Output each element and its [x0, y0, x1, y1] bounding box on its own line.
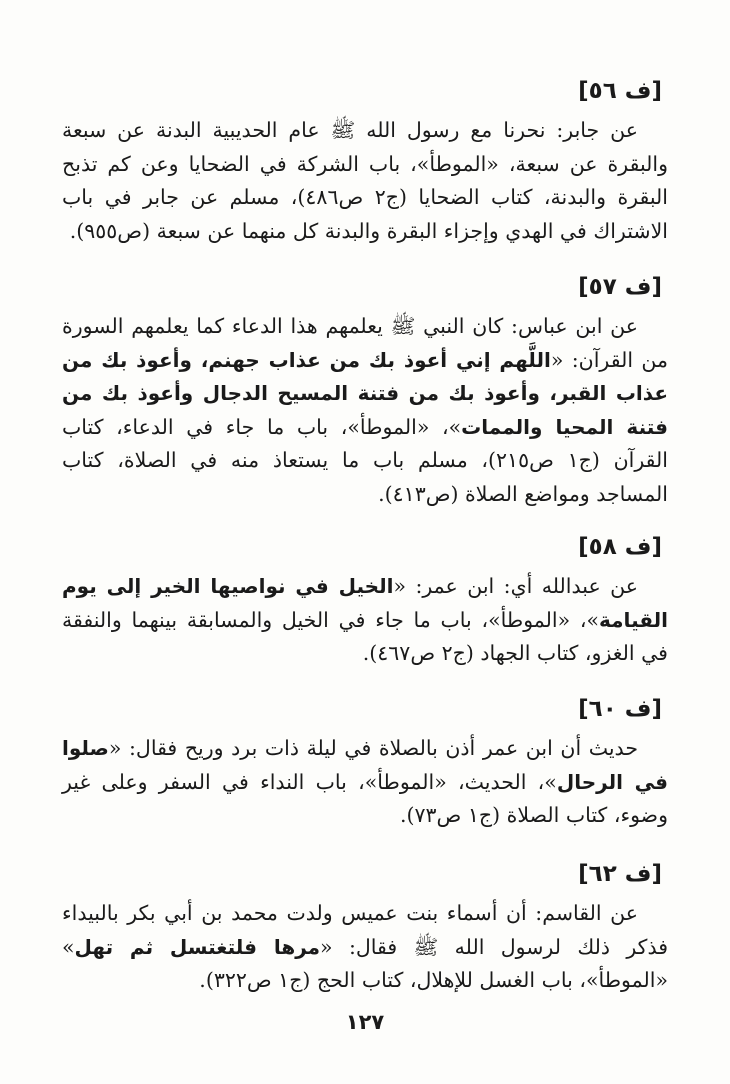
section-paragraph: [62, 310, 668, 511]
paragraph-text-before: عن ابن عباس: كان النبي ﷺ يعلمهم هذا الدعاء كما يعلمهم السورة من القرآن: «: [62, 314, 668, 372]
section-f56: [62, 74, 668, 248]
paragraph-text-before: عن عبدالله أي: ابن عمر: «: [393, 574, 638, 598]
paragraph-text-before: عن القاسم: أن أسماء بنت عميس ولدت محمد بن أبي بكر بالبيداء فذكر ذلك لرسول الله ﷺ فقال: «: [62, 901, 669, 959]
section-paragraph: [62, 732, 668, 833]
section-heading: [ف ٦٢]: [578, 861, 662, 887]
hadith-quote: اللَّهم إني أعوذ بك من عذاب جهنم، وأعوذ بك من عذاب القبر، وأعوذ بك من فتنة المسيح الدجال وأعوذ بك من فتنة المحيا والممات: [62, 347, 668, 439]
section-paragraph: [62, 570, 668, 671]
hadith-quote: الخيل في نواصيها الخير إلى يوم القيامة: [62, 574, 668, 632]
section-heading: [ف ٥٦]: [578, 78, 662, 104]
section-f57: [62, 270, 668, 511]
page-number: ١٢٧: [345, 1010, 385, 1034]
paragraph-text-after: » «الموطأ»، باب الغسل للإهلال، كتاب الحج (ج١ ص٣٢٢).: [62, 934, 668, 992]
paragraph-text-after: »، الحديث، «الموطأ»، باب النداء في السفر وعلى غير وضوء، كتاب الصلاة (ج١ ص٧٣).: [62, 769, 668, 827]
section-f58: [62, 530, 668, 671]
section-heading: [ف ٥٨]: [578, 534, 662, 560]
hadith-quote: مرها فلتغتسل ثم تهل: [74, 934, 321, 959]
paragraph-text-after: »، «الموطأ»، باب ما جاء في الخيل والمسابقة بينهما والنفقة في الغزو، كتاب الجهاد (ج٢ ص٤٦٧).: [62, 607, 668, 665]
hadith-quote: صلوا في الرحال: [62, 736, 668, 794]
section-f62: [62, 857, 668, 998]
section-f60: [62, 692, 668, 833]
paragraph-text-after: »، «الموطأ»، باب ما جاء في الدعاء، كتاب القرآن (ج١ ص٢١٥)، مسلم باب ما يستعاذ منه في الصلاة، كتاب المساجد ومواضع الصلاة (ص٤١٣).: [62, 414, 668, 506]
section-heading: [ف ٥٧]: [578, 274, 662, 300]
paragraph-text-before: حديث أن ابن عمر أذن بالصلاة في ليلة ذات برد وريح فقال: «: [108, 736, 638, 760]
section-paragraph: [62, 114, 668, 248]
section-heading: [ف ٦٠]: [578, 696, 662, 722]
paragraph-text: عن جابر: نحرنا مع رسول الله ﷺ عام الحديبية البدنة عن سبعة والبقرة عن سبعة، «الموطأ»، باب الشركة في الضحايا وعن كم تذبح البقرة والبدنة، كتاب الضحايا (ج٢ ص٤٨٦)، مسلم عن جابر في باب الاشتراك في الهدي وإجزاء البقرة والبدنة كل منهما عن سبعة (ص٩٥٥).: [62, 118, 668, 243]
section-paragraph: [62, 897, 668, 998]
